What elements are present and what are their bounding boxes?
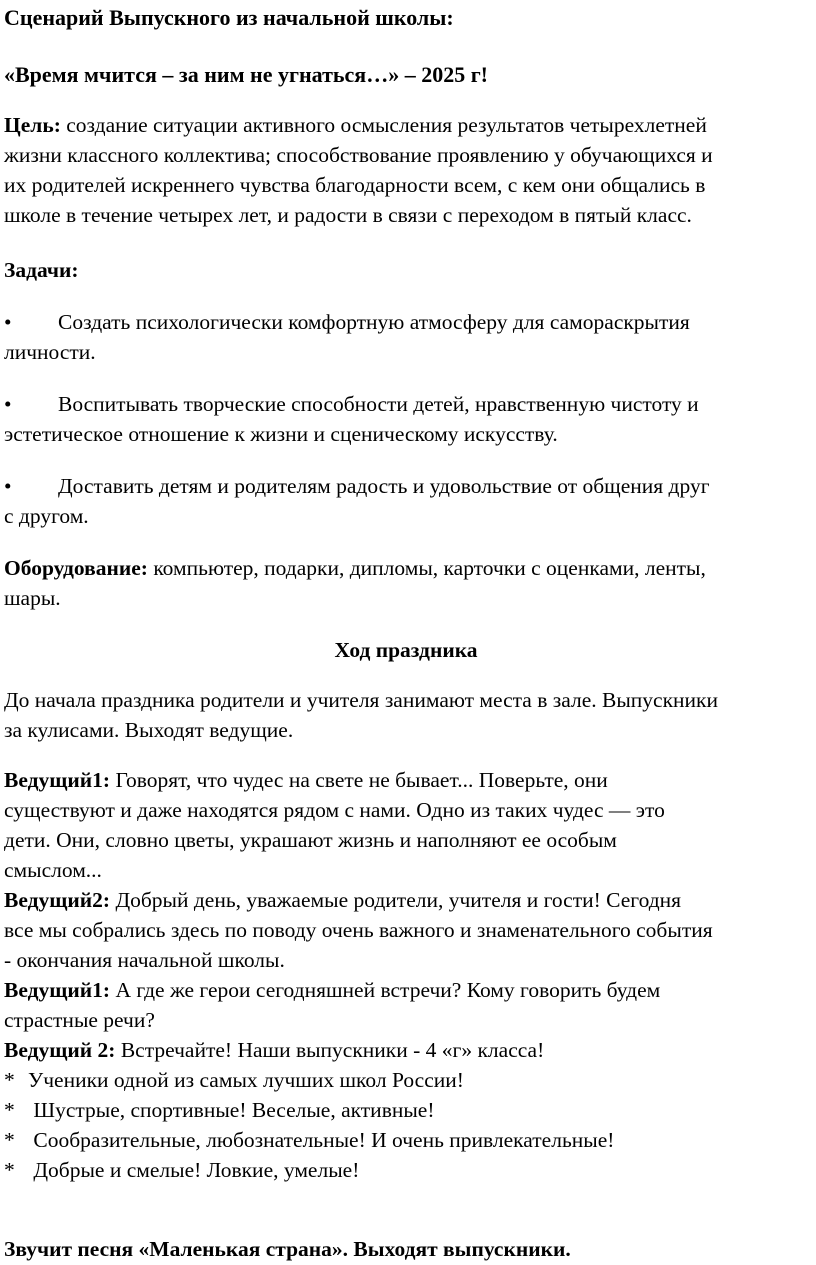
dialogue-line: - окончания начальной школы. — [4, 948, 285, 972]
equipment-paragraph — [4, 553, 808, 613]
dialogue-line: все мы собрались здесь по поводу очень важного и знаменательного события — [4, 918, 713, 942]
dialogue-line: страстные речи? — [4, 1008, 155, 1032]
task-item-2-line-1: Воспитывать творческие способности детей, нравственную чистоту и — [58, 392, 699, 416]
star-line — [4, 1065, 808, 1095]
speaker-label: Ведущий2: — [4, 888, 111, 912]
task-item-1-line-1: Создать психологически комфортную атмосферу для самораскрытия — [58, 310, 690, 334]
dialogue-line: существуют и даже находятся рядом с нами. Одно из таких чудес — это — [4, 798, 665, 822]
task-item-2-line-2: эстетическое отношение к жизни и сценическому искусству. — [4, 422, 558, 446]
document-title-line-2: «Время мчится – за ним не угнаться…» – 2025 г! — [4, 62, 489, 87]
tasks-heading: Задачи: — [4, 258, 79, 282]
star-line — [4, 1095, 808, 1125]
equipment-label: Оборудование: — [4, 556, 148, 580]
goal-paragraph — [4, 110, 808, 230]
intro-line-1: До начала праздника родители и учителя занимают места в зале. Выпускники — [4, 688, 718, 712]
document-title-line-1: Сценарий Выпускного из начальной школы: — [4, 5, 454, 30]
equipment-text-line-1: компьютер, подарки, дипломы, карточки с оценками, ленты, — [147, 556, 706, 580]
task-item-3 — [4, 471, 808, 531]
task-item-1 — [4, 307, 808, 367]
goal-text-line-3: их родителей искреннего чувства благодарности всем, с кем они общались в — [4, 173, 706, 197]
equipment-text-line-2: шары. — [4, 586, 61, 610]
star-line — [4, 1155, 808, 1185]
bullet-marker: • — [4, 392, 12, 416]
dialogue-line: Встречайте! Наши выпускники - 4 «г» класса! — [115, 1038, 545, 1062]
star-line-text: Ученики одной из самых лучших школ России! — [28, 1068, 464, 1092]
dialogue-line: Говорят, что чудес на свете не бывает... Поверьте, они — [110, 768, 608, 792]
goal-text-line-2: жизни классного коллектива; способствование проявлению у обучающихся и — [4, 143, 713, 167]
star-marker: * — [4, 1068, 15, 1092]
star-marker: * — [4, 1158, 15, 1182]
star-line — [4, 1125, 808, 1155]
speaker-label: Ведущий1: — [4, 978, 111, 1002]
speaker-label: Ведущий1: — [4, 768, 111, 792]
star-line-text: Шустрые, спортивные! Веселые, активные! — [33, 1098, 435, 1122]
intro-line-2: за кулисами. Выходят ведущие. — [4, 718, 294, 742]
bullet-marker: • — [4, 310, 12, 334]
section-heading: Ход праздника — [334, 638, 478, 662]
star-line-text: Добрые и смелые! Ловкие, умелые! — [33, 1158, 360, 1182]
bullet-marker: • — [4, 474, 12, 498]
task-item-1-line-2: личности. — [4, 340, 96, 364]
speaker-label: Ведущий 2: — [4, 1038, 116, 1062]
dialogue-line: смыслом... — [4, 858, 102, 882]
dialogue-line: А где же герои сегодняшней встречи? Кому говорить будем — [110, 978, 661, 1002]
closing-line: Звучит песня «Маленькая страна». Выходят выпускники. — [4, 1237, 571, 1261]
star-line-text: Сообразительные, любознательные! И очень привлекательные! — [33, 1128, 615, 1152]
star-marker: * — [4, 1098, 15, 1122]
dialogue-block — [4, 765, 808, 1185]
goal-text-line-4: школе в течение четырех лет, и радости в связи с переходом в пятый класс. — [4, 203, 692, 227]
dialogue-line: Добрый день, уважаемые родители, учителя и гости! Сегодня — [110, 888, 682, 912]
task-item-3-line-1: Доставить детям и родителям радость и удовольствие от общения друг — [58, 474, 710, 498]
goal-text-line-1: создание ситуации активного осмысления результатов четырехлетней — [60, 113, 707, 137]
task-item-3-line-2: с другом. — [4, 504, 89, 528]
star-marker: * — [4, 1128, 15, 1152]
dialogue-line: дети. Они, словно цветы, украшают жизнь и наполняют ее особым — [4, 828, 617, 852]
task-item-2 — [4, 389, 808, 449]
intro-paragraph — [4, 685, 808, 745]
goal-label: Цель: — [4, 113, 61, 137]
